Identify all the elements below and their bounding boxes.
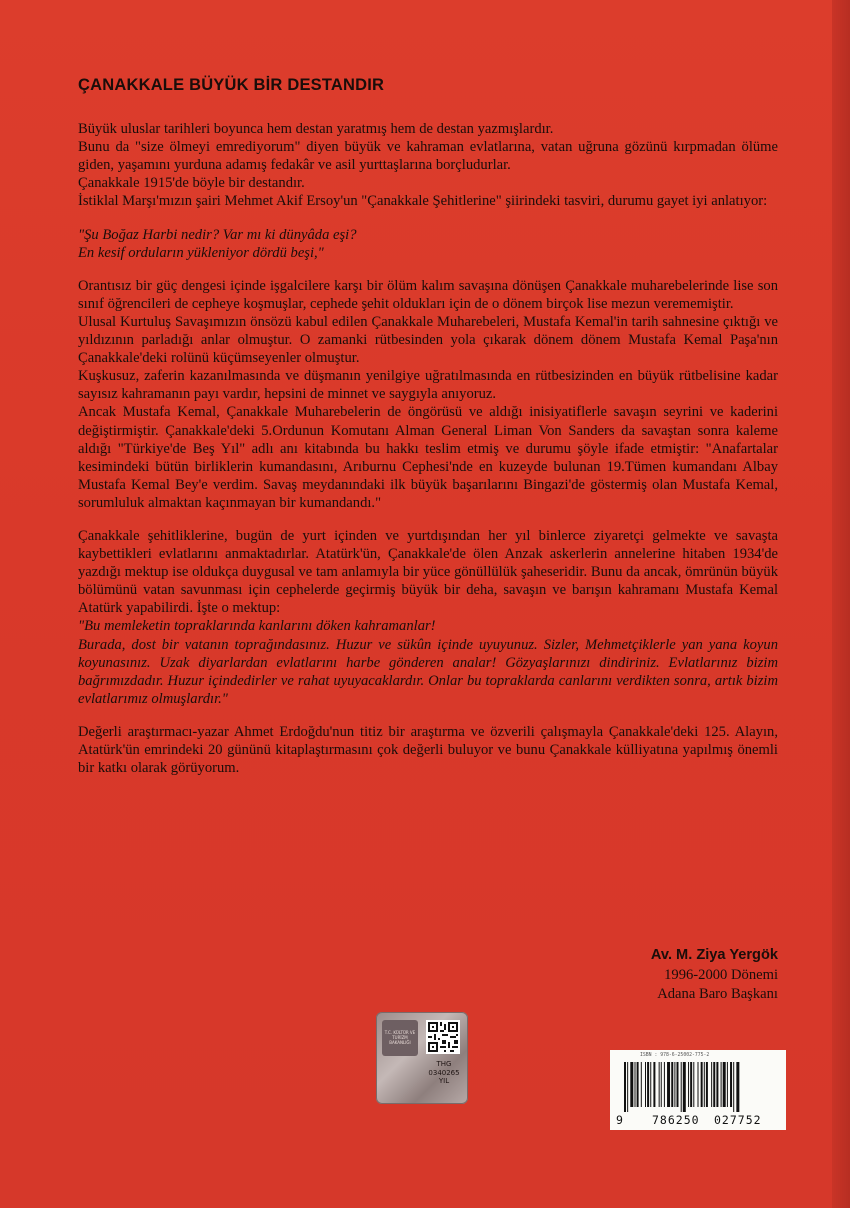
body-paragraph-2: Ulusal Kurtuluş Savaşımızın önsözü kabul edilen Çanakkale Muharebeleri, Mustafa Kemal'in tarih sahnesine çıktığı ve yıldızının parladığı anlar olmuştur. O zamanki rütbesinden yola çıkarak dönem dönem Mustafa Kemal Paşa'nın Çanakkale'deki rolünü küçümseyenler olmuştur. [78,313,778,367]
barcode-bar [698,1062,699,1107]
signature-period: 1996-2000 Dönemi [664,966,778,983]
spacer [78,708,778,723]
barcode-bar [690,1062,692,1107]
barcode-bar [723,1062,726,1107]
barcode-bar [627,1062,628,1112]
cover-text [78,76,778,777]
letter-intro: Çanakkale şehitliklerine, bugün de yurt içinden ve yurtdışından her yıl binlerce ziyaretçi gelmekte ve savaşta kaybettikleri evlatlarını anmaktadırlar. Atatürk'ün, Çanakkale'de ölen Anzak askerlerin annelerine hitaben 1934'de yazdığı mektup ise oldukça duygusal ve tam anlamıyla bir yüce gönüllülük şaheseridir. Bunu da ancak, ömrünün büyük bölümünü vatan savunması için cephelerde geçirmiş büyük bir deha, savaşın ve barışın kahramanı Mustafa Kemal Atatürk yapabilirdi. İşte o mektup: [78,527,778,617]
qr-code-icon [426,1020,460,1054]
intro-line-1: Büyük uluslar tarihleri boyunca hem destan yaratmış hem de destan yazmışlardır. [78,121,554,138]
poem-line-2: En kesif orduların yükleniyor dördü beşi," [78,244,324,261]
hologram-code-line: 0340265 [428,1068,460,1077]
barcode-bar [667,1062,670,1107]
spacer [78,262,778,277]
barcode-bar [701,1062,703,1107]
intro-line-3: Çanakkale 1915'de böyle bir destandır. [78,175,305,192]
barcode-bar [711,1062,712,1107]
isbn-digit-first: 9 [616,1113,623,1127]
signature-name: Av. M. Ziya Yergök [650,947,778,963]
barcode-bar [664,1062,665,1107]
intro-line-2: Bunu da "size ölmeyi emrediyorum" diyen büyük ve kahraman evlatlarına, vatan uğruna gözünü kırpmadan ölüme giden, yaşamını yurduna adamış fedakâr ve asil yurttaşlarına borçludurlar. [78,139,778,174]
barcode-bar [671,1062,673,1107]
isbn-digits-right: 027752 [714,1113,762,1127]
barcode-bar [713,1062,715,1107]
isbn-label: ISBN : 978-6-25002-775-2 [640,1053,710,1058]
barcode-bar [677,1062,679,1107]
barcode-bar [683,1062,686,1112]
barcode-bar [659,1062,660,1107]
barcode-bar [681,1062,682,1112]
spacer [78,211,778,226]
barcode-bar [635,1062,636,1107]
letter-line-1: "Bu memleketin topraklarında kanlarını döken kahramanlar! [78,618,436,635]
letter-line-2: Burada, dost bir vatanın toprağındasınız. Huzur ve sükûn içinde uyuyunuz. Sizler, Mehmetçiklerle yan yana koyun koyunasınız. Uzak diyarlardan evlatlarını harbe gönderen analar! Gözyaşlarınızı dindiriniz. Evlatlarınız bizim bağrımızdadır. Huzur içindedirler ve rahat uyuyacaklardır. Onlar bu topraklarda canlarını verdikten sonra, artık bizim evlatlarımız olmuşlardır." [78,636,778,707]
barcode-bar [736,1062,739,1112]
signature-role: Adana Baro Başkanı [657,986,778,1002]
barcode-bar [693,1062,694,1107]
barcode-bar [688,1062,689,1107]
closing-paragraph: Değerli araştırmacı-yazar Ahmet Erdoğdu'nun titiz bir araştırma ve özverili çalışmayla Çanakkale'deki 125. Alayın, Atatürk'ün emrindeki 20 gününü kitaplaştırmasını çok değerli buluyor ve bunu Çanakkale külliyatına yapılmış önemli bir katkı olarak görüyorum. [78,723,778,777]
barcode-bar [653,1062,655,1107]
barcode-bar [641,1062,642,1107]
barcode-bars-icon [624,1062,776,1112]
barcode-bar [727,1062,728,1107]
barcode-bar [661,1062,662,1107]
barcode-bar [730,1062,732,1107]
intro-line-4: İstiklal Marşı'mızın şairi Mehmet Akif Ersoy'un "Çanakkale Şehitlerine" şiirindeki tasviri, durumu gayet iyi anlatıyor: [78,193,768,210]
poem-line-1: "Şu Boğaz Harbi nedir? Var mı ki dünyâda eşi? [78,226,357,243]
hologram-sticker [376,1012,468,1104]
barcode-bar [706,1062,708,1107]
barcode-bar [647,1062,649,1107]
barcode-bar [733,1062,734,1112]
barcode-bar [674,1062,675,1107]
barcode-bar [630,1062,633,1107]
ministry-label: T.C. KÜLTÜR VE TURİZM BAKANLIĞI [384,1030,416,1045]
barcode-bar [721,1062,722,1107]
barcode-bar [716,1062,718,1107]
body-paragraph-1: Orantısız bir güç dengesi içinde işgalcilere karşı bir ölüm kalım savaşına dönüşen Çanakkale muharebelerinde lise son sınıf öğrencileri de cepheye koşmuşlar, cephede şehit oldukları için de o dönem birçok lise mezun verememiştir. [78,277,778,312]
signature-block [651,946,778,1005]
isbn-barcode [610,1050,786,1130]
spacer [78,512,778,527]
barcode-bar [624,1062,626,1112]
body-paragraph-3: Kuşkusuz, zaferin kazanılmasında ve düşmanın yenilgiye uğratılmasında en rütbesizinden en büyük rütbelisine kadar sayısız kahramanın payı vardır, hepsini de minnet ve saygıyla anıyoruz. [78,368,778,403]
body-paragraph-4: Ancak Mustafa Kemal, Çanakkale Muharebelerin de öngörüsü ve aldığı inisiyatiflerle savaşın seyrini ve kaderini değiştirmiştir. Çanakkale'deki 5.Ordunun Komutanı Alman General Liman Von Sanders da savaştan sonra kaleme aldığı "Türkiye'de Beş Yıl" adlı anı kitabında bu hakkı teslim etmiş ve durumu şöyle ifade etmiştir: "Anafartalar kesimindeki bütün birliklerin kumandasını, Arıburnu Cephesi'nde en kuzeyde bulunan 19.Tümen kumandanı Albay Mustafa Kemal Bey'e verdim. Savaş meydanındaki ilk büyük başarılarını Bingazi'de göstermiş olan Mustafa Kemal, sorumluluk almaktan kaçınmayan bir kumandandı." [78,404,778,511]
hologram-code-line: YIL [438,1077,450,1085]
barcode-bar [637,1062,639,1107]
barcode-bar [650,1062,651,1107]
page-edge [832,0,850,1208]
barcode-bar [704,1062,705,1107]
hologram-code [426,1060,462,1086]
cover-title: ÇANAKKALE BÜYÜK BİR DESTANDIR [78,76,385,94]
isbn-digits-left: 786250 [652,1113,700,1127]
hologram-code-line: THG [436,1060,452,1068]
barcode-bar [645,1062,646,1107]
